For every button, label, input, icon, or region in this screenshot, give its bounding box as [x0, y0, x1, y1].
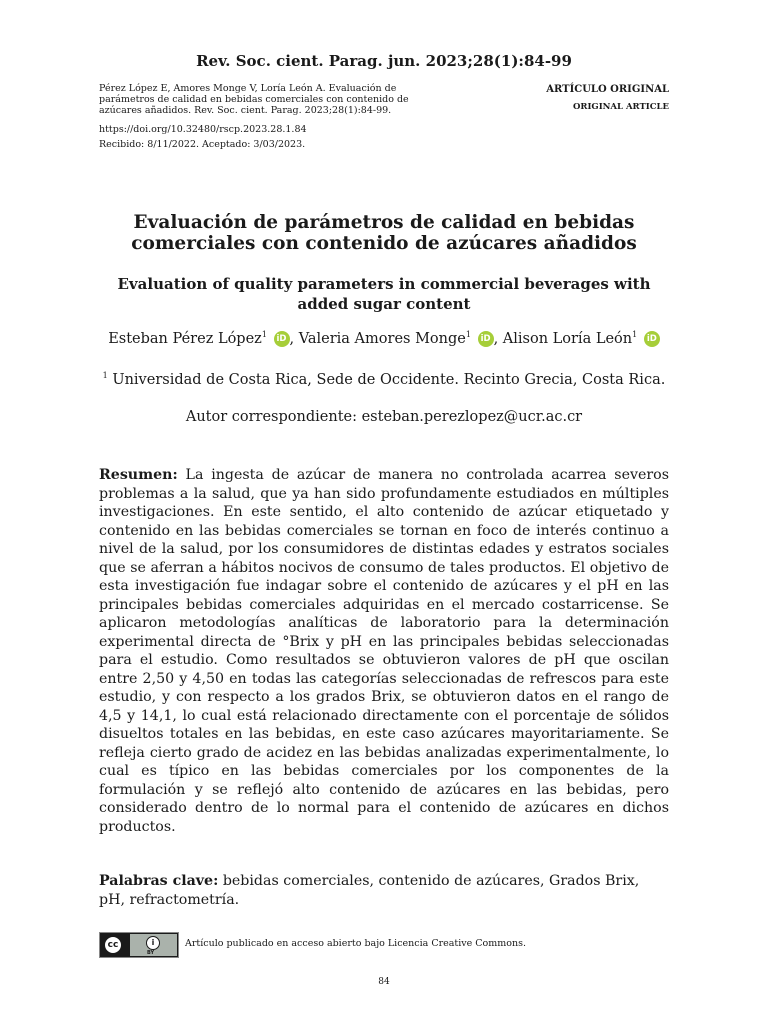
person-icon: i — [146, 936, 160, 950]
orcid-icon[interactable]: iD — [478, 331, 494, 347]
title-spanish: Evaluación de parámetros de calidad en bebidas comerciales con contenido de azúcares añadidos — [131, 212, 637, 254]
article-type-es: ARTÍCULO ORIGINAL — [546, 84, 669, 95]
orcid-icon[interactable]: iD — [644, 331, 660, 347]
abstract — [99, 466, 669, 836]
orcid-icon[interactable]: iD — [274, 331, 290, 347]
author-list — [0, 330, 768, 347]
cc-icon: cc — [103, 935, 123, 955]
affiliation-text: Universidad de Costa Rica, Sede de Occidente. Recinto Grecia, Costa Rica. — [107, 371, 666, 388]
affiliation-marker: 1 — [465, 330, 471, 339]
abstract-label: Resumen: — [99, 467, 178, 483]
corresponding-author: Autor correspondiente: esteban.perezlopez@ucr.ac.cr — [185, 409, 583, 425]
affiliation-marker: 1 — [632, 330, 638, 339]
doi-link[interactable]: https://doi.org/10.32480/rscp.2023.28.1.84 — [99, 124, 307, 135]
received-date: Recibido: 8/11/2022. Aceptado: 3/03/2023. — [99, 139, 306, 150]
keywords — [99, 872, 669, 909]
author-separator: , — [289, 330, 299, 347]
journal-header: Rev. Soc. cient. Parag. jun. 2023;28(1):84-99 — [196, 52, 572, 70]
page-number: 84 — [378, 977, 390, 987]
title-english: Evaluation of quality parameters in commercial beverages with added sugar content — [117, 275, 651, 313]
by-attribution-area — [130, 934, 177, 956]
affiliation-marker: 1 — [102, 371, 108, 380]
affiliation-marker: 1 — [261, 330, 267, 339]
affiliation — [0, 371, 768, 388]
citation: Pérez López E, Amores Monge V, Loría León A. Evaluación de parámetros de calidad en bebidas comerciales con contenido de azúcares añadidos. Rev. Soc. cient. Parag. 2023;28(1):84-99. — [99, 83, 409, 116]
author-name: Alison Loría León — [502, 330, 633, 347]
keywords-text: bebidas comerciales, contenido de azúcares, Grados Brix, pH, refractometría. — [99, 873, 640, 908]
article-type-en: ORIGINAL ARTICLE — [572, 102, 669, 112]
cc-license-badge[interactable] — [99, 932, 179, 958]
keywords-label: Palabras clave: — [99, 873, 219, 889]
author-separator: , — [493, 330, 503, 347]
license-text: Artículo publicado en acceso abierto bajo Licencia Creative Commons. — [185, 938, 527, 949]
abstract-text: La ingesta de azúcar de manera no controlada acarrea severos problemas a la salud, que ya han sido profundamente estudiados en múltiples investigaciones. En este sentido, el alto contenido de azúcar etiquetado y contenido en las bebidas comerciales se tornan en foco de interés continuo a nivel de la salud, por los consumidores de distintas edades y estratos sociales que se aferran a hábitos nocivos de consumo de tales productos. El objetivo de esta investigación fue indagar sobre el contenido de azúcares y el pH en las principales bebidas comerciales adquiridas en el mercado costarricense. Se aplicaron metodologías analíticas de laboratorio para la determinación experimental directa de °Brix y pH en las principales bebidas seleccionadas para el estudio. Como resultados se obtuvieron valores de pH que oscilan entre 2,50 y 4,50 en todas las categorías seleccionadas de refrescos para este estudio, y con respecto a los grados Brix, se obtuvieron datos en el rango de 4,5 y 14,1, lo cual está relacionado directamente con el porcentaje de sólidos disueltos totales en las bebidas, en este caso azúcares mayoritariamente. Se refleja cierto grado de acidez en las bebidas analizadas experimentalmente, lo cual es típico en las bebidas comerciales por los componentes de la formulación y se reflejó alto contenido de azúcares en las bebidas, pero considerado dentro de lo normal para el contenido de azúcares en dichos productos. — [99, 467, 669, 835]
author-name: Esteban Pérez López — [108, 330, 262, 347]
by-label: BY — [147, 950, 155, 956]
author-name: Valeria Amores Monge — [298, 330, 466, 347]
